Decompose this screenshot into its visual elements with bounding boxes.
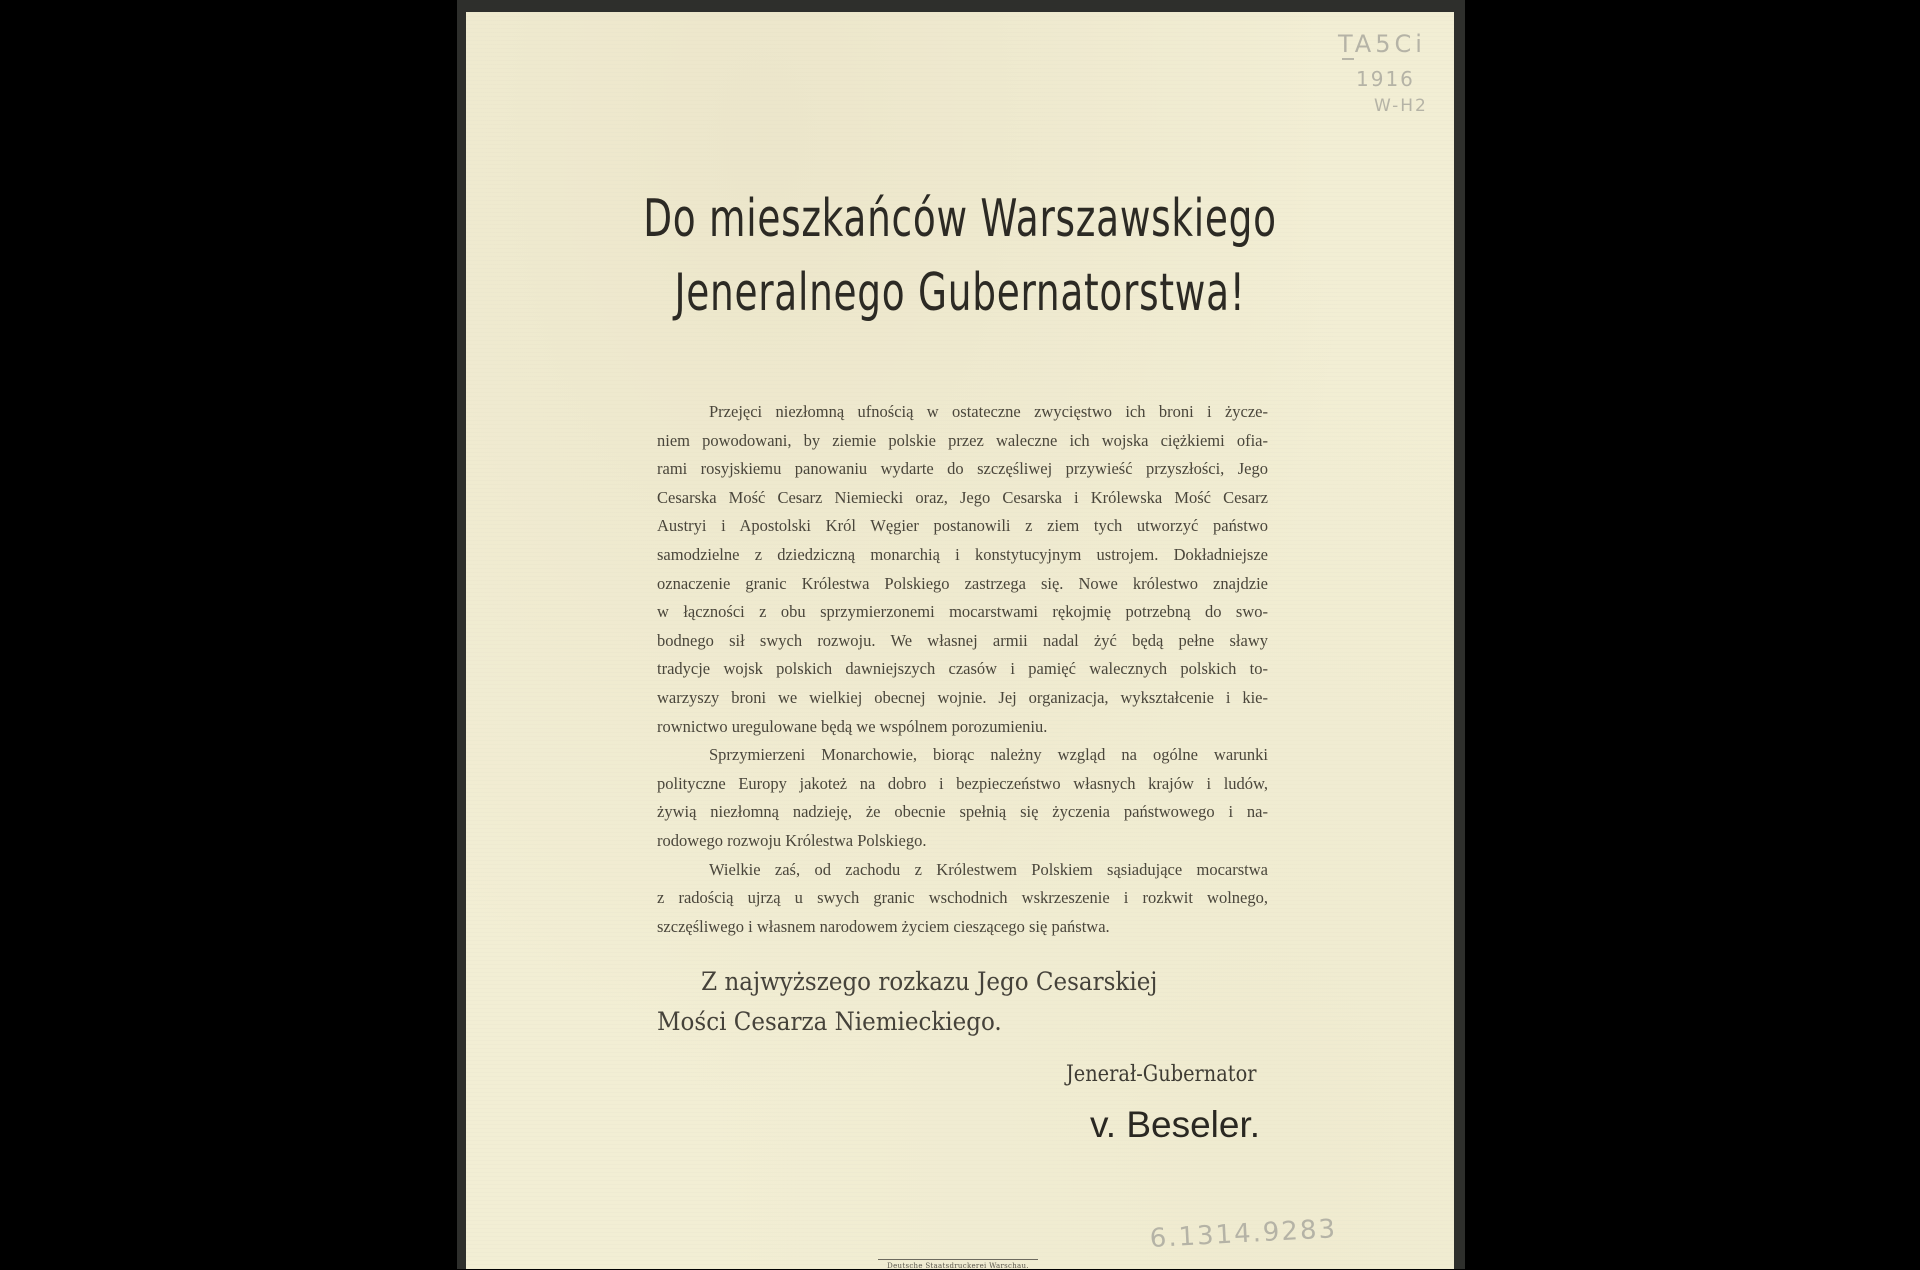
body-line: rodowego rozwoju Królestwa Polskiego. bbox=[657, 830, 927, 850]
body-line: Cesarska Mość Cesarz Niemiecki oraz, Jego Cesarska i Królewska Mość Cesarz bbox=[657, 487, 1268, 507]
body-line: z radością ujrzą u swych granic wschodnich wskrzeszenie i rozkwit wolnego, bbox=[657, 888, 1268, 908]
body-line: Sprzymierzeni Monarchowie, biorąc należny wzgląd na ogólne warunki bbox=[709, 745, 1268, 765]
body-line: Austryi i Apostolski Król Węgier postanowili z ziem tych utworzyć państwo bbox=[657, 516, 1268, 536]
body-line: Przejęci niezłomną ufnością w ostateczne zwycięstwo ich broni i życze- bbox=[709, 402, 1268, 421]
heading-line-1: Do mieszkańców Warszawskiego bbox=[643, 189, 1277, 249]
proclamation-body bbox=[657, 398, 1268, 941]
body-line: żywią niezłomną nadzieję, że obecnie spełnią się życzenia państwowego i na- bbox=[657, 802, 1268, 822]
archival-mark-top-3: W-H2 bbox=[1374, 96, 1428, 116]
body-line: szczęśliwego i własnem narodowem życiem cieszącego się państwa. bbox=[657, 916, 1110, 936]
heading-line-2: Jeneralnego Gubernatorstwa! bbox=[674, 263, 1246, 323]
command-line: Z najwyższego rozkazu Jego Cesarskiej bbox=[701, 967, 1158, 996]
signatory-name: v. Beseler. bbox=[1090, 1104, 1261, 1145]
signatory-title: Jenerał-Gubernator bbox=[1066, 1062, 1257, 1087]
archival-mark-top-2: 1916 bbox=[1356, 67, 1415, 91]
command-line: Mości Cesarza Niemieckiego. bbox=[657, 1007, 1002, 1036]
archival-mark-underline bbox=[1342, 58, 1354, 60]
body-line: rami rosyjskiemu panowaniu wydarte do szczęśliwej przywieść przyszłości, Jego bbox=[657, 459, 1268, 479]
body-line: bodnego sił swych rozwoju. We własnej armii nadal żyć będą pełne sławy bbox=[657, 630, 1268, 650]
imperial-command bbox=[657, 962, 1218, 1042]
body-line: oznaczenie granic Królestwa Polskiego zastrzega się. Nowe królestwo znajdzie bbox=[657, 573, 1268, 593]
poster-sheet bbox=[466, 12, 1454, 1269]
archival-mark-bottom: 6.1314.9283 bbox=[1149, 1214, 1338, 1254]
printer-imprint: Deutsche Staatsdruckerei Warschau. bbox=[887, 1262, 1029, 1270]
body-line: polityczne Europy jakoteż na dobro i bezpieczeństwo własnych krajów i ludów, bbox=[657, 773, 1268, 793]
body-line: tradycje wojsk polskich dawniejszych czasów i pamięć walecznych polskich to- bbox=[657, 659, 1268, 679]
imprint-rule bbox=[878, 1259, 1038, 1260]
body-line: samodzielne z dziedziczną monarchią i konstytucyjnym ustrojem. Dokładniejsze bbox=[657, 544, 1268, 564]
archival-mark-top-1: TA5Ci bbox=[1338, 30, 1426, 58]
body-line: Wielkie zaś, od zachodu z Królestwem Polskiem sąsiadujące mocarstwa bbox=[709, 859, 1268, 879]
body-line: rownictwo uregulowane będą we wspólnem porozumieniu. bbox=[657, 716, 1048, 736]
body-line: w łączności z obu sprzymierzonemi mocarstwami rękojmię potrzebną do swo- bbox=[657, 602, 1268, 622]
body-line: niem powodowani, by ziemie polskie przez waleczne ich wojska ciężkiemi ofia- bbox=[657, 430, 1268, 450]
body-line: warzyszy broni we wielkiej obecnej wojnie. Jej organizacja, wykształcenie i kie- bbox=[657, 687, 1268, 707]
